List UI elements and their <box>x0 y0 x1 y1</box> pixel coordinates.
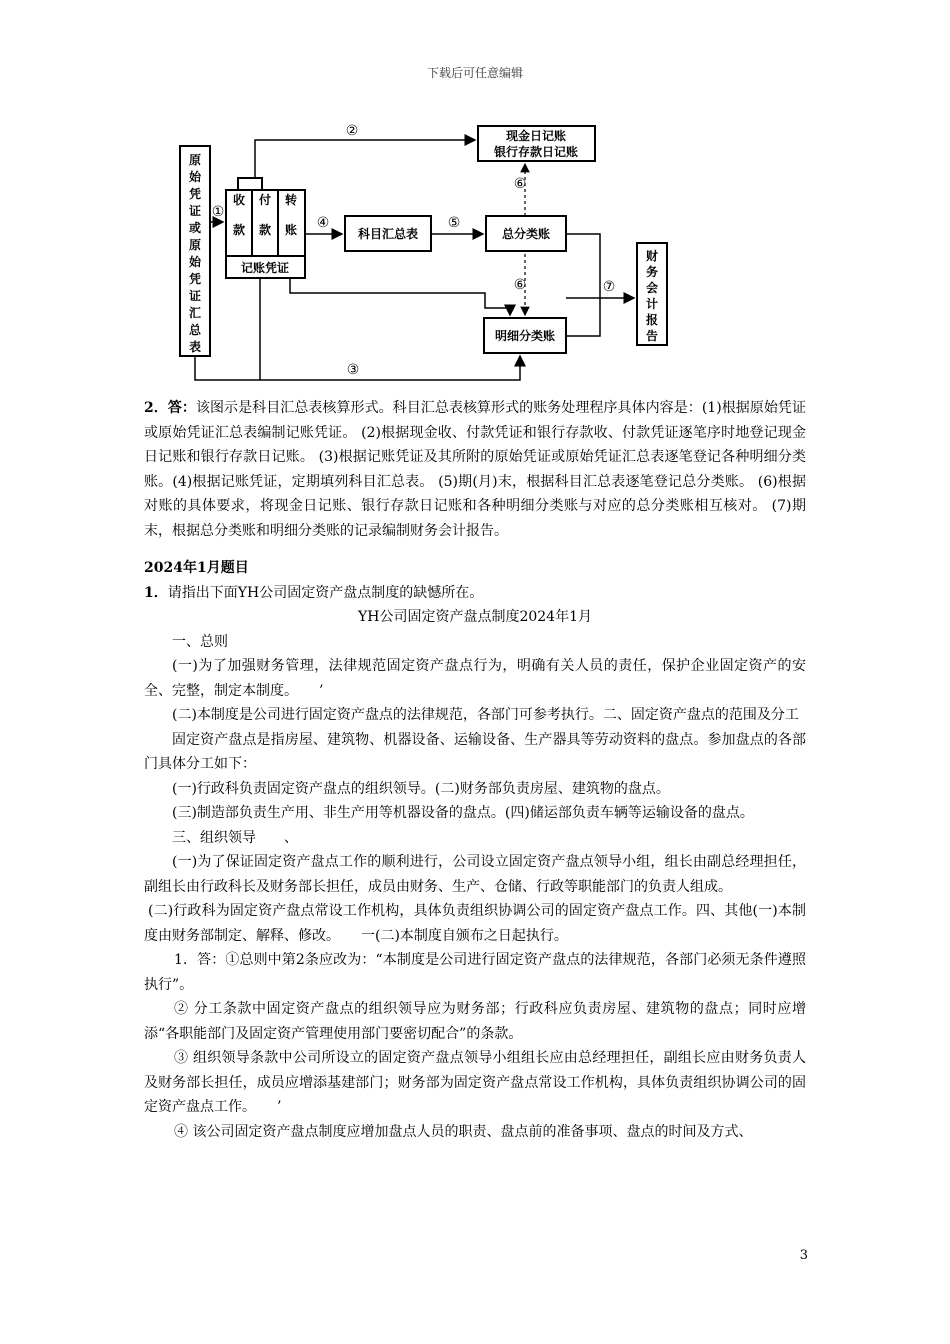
answer-line: 1．答：①总则中第2条应改为：“本制度是公司进行固定资产盘点的法律规范，各部门必须无条件遵照执行”。 <box>144 952 806 993</box>
step-label-6a: ⑥ <box>513 176 527 192</box>
source-char: 原 <box>188 153 202 167</box>
source-char: 表 <box>188 340 202 354</box>
answer-2-paragraph <box>144 396 806 543</box>
section-title: 2024年1月题目 <box>144 560 249 576</box>
report-char: 财 <box>645 249 659 263</box>
report-char: 报 <box>645 313 659 327</box>
page-header: 下载后可任意编辑 <box>426 66 523 80</box>
policy-line: (二)本制度是公司进行固定资产盘点的法律规范，各部门可参考执行。二、固定资产盘点的范围及分工 <box>172 707 799 723</box>
answer-2-label: 2．答： <box>144 400 196 416</box>
source-char: 或 <box>188 221 202 235</box>
source-char: 证 <box>188 204 202 218</box>
question-1 <box>144 581 806 606</box>
page-number: 3 <box>799 1248 808 1263</box>
policy-line: 固定资产盘点是指房屋、建筑物、机器设备、运输设备、生产器具等劳动资料的盘点。参加盘点的各部门具体分工如下： <box>144 731 806 772</box>
source-char: 原 <box>188 238 202 252</box>
journal-line1: 现金日记账 <box>505 129 567 143</box>
policy-line: (一)为了加强财务管理，法律规范固定资产盘点行为，明确有关人员的责任，保护企业固定资产的安全、完整，制定本制度。 ’ <box>144 658 806 699</box>
step-label-2: ② <box>345 123 359 139</box>
voucher-col-receipt: 收 <box>232 193 246 207</box>
source-char: 凭 <box>188 272 202 286</box>
voucher-col-payment: 款 <box>258 223 272 237</box>
accounting-flow-diagram <box>170 118 690 390</box>
step-label-3: ③ <box>346 362 360 378</box>
question-1-label: 1． <box>144 584 168 601</box>
source-char: 始 <box>188 170 202 184</box>
voucher-col-transfer: 账 <box>284 223 298 237</box>
step-label-7: ⑦ <box>602 279 616 295</box>
policy-line: (三)制造部负责生产用、非生产用等机器设备的盘点。(四)储运部负责车辆等运输设备的盘点。 <box>172 805 754 821</box>
journal-line2: 银行存款日记账 <box>493 145 579 159</box>
report-char: 务 <box>645 265 659 279</box>
policy-line: (一)行政科负责固定资产盘点的组织领导。(二)财务部负责房屋、建筑物的盘点。 <box>172 780 670 797</box>
policy-line: (二)行政科为固定资产盘点常设工作机构，具体负责组织协调公司的固定资产盘点工作。四、其他(一)本制度由财务部制定、解释、修改。 一(二)本制度自颁布之日起执行。 <box>144 903 806 944</box>
step-label-4: ④ <box>316 215 330 231</box>
step-label-6b: ⑥ <box>513 277 527 293</box>
source-char: 始 <box>188 255 202 269</box>
summary-label: 科目汇总表 <box>357 227 419 241</box>
document-body <box>144 396 806 1144</box>
flow-arrow-2 <box>255 140 475 178</box>
source-char: 总 <box>188 323 202 337</box>
report-char: 会 <box>645 281 659 295</box>
answer-2-text: 该图示是科目汇总表核算形式。科目汇总表核算形式的账务处理程序具体内容是：(1)根据原始凭证或原始凭证汇总表编制记账凭证。 (2)根据现金收、付款凭证和银行存款收、付款凭证逐笔序时地登记现金日记账和银行存款日记账。 (3)根据记账凭证及其所附的原始凭证或原始凭证汇总表逐笔登记各种明细分类账。(4)根据记账凭证，定期填列科目汇总表。 (5)期(月)末，根据科目汇总表逐笔登记总分类账。 (6)根据对账的具体要求，将现金日记账、银行存款日记账和各种明细分类账与对应的总分类账相互核对。 (7)期末，根据总分类账和明细分类账的记录编制财务会计报告。 <box>144 400 806 539</box>
policy-line: (一)为了保证固定资产盘点工作的顺利进行，公司设立固定资产盘点领导小组，组长由副总经理担任，副组长由行政科长及财务部长担任，成员由财务、生产、仓储、行政等职能部门的负责人组成。 <box>144 854 806 895</box>
source-char: 证 <box>188 289 202 303</box>
step-label-1: ① <box>211 204 225 220</box>
voucher-label: 记账凭证 <box>240 261 290 275</box>
source-char: 凭 <box>188 187 202 201</box>
answer-line: ④ 该公司固定资产盘点制度应增加盘点人员的职责、盘点前的准备事项、盘点的时间及方式、 <box>174 1123 753 1140</box>
voucher-col-payment: 付 <box>258 193 272 207</box>
policy-line: 一、总则 <box>172 633 228 650</box>
policy-line: 三、组织领导 、 <box>172 829 298 846</box>
question-1-text: 请指出下面YH公司固定资产盘点制度的缺憾所在。 <box>167 584 484 601</box>
source-char: 汇 <box>188 306 202 320</box>
subsidiary-ledger-label: 明细分类账 <box>494 329 556 343</box>
answer-line: ③ 组织领导条款中公司所设立的固定资产盘点领导小组组长应由总经理担任，副组长应由财务负责人及财务部长担任，成员应增添基建部门；财务部为固定资产盘点常设工作机构，具体负责组织协调公司的固定资产盘点工作。 ’ <box>144 1050 806 1115</box>
general-ledger-label: 总分类账 <box>501 227 551 241</box>
doc-title: YH公司固定资产盘点制度2024年1月 <box>358 609 592 625</box>
flow-arrow-3b <box>290 278 510 315</box>
voucher-col-receipt: 款 <box>232 223 246 237</box>
report-char: 告 <box>645 329 659 343</box>
report-char: 计 <box>645 297 659 311</box>
step-label-5: ⑤ <box>447 215 461 231</box>
answer-line: ② 分工条款中固定资产盘点的组织领导应为财务部；行政科应负责房屋、建筑物的盘点；同时应增添“各职能部门及固定资产管理使用部门要密切配合”的条款。 <box>144 1001 806 1042</box>
voucher-col-transfer: 转 <box>284 193 298 207</box>
